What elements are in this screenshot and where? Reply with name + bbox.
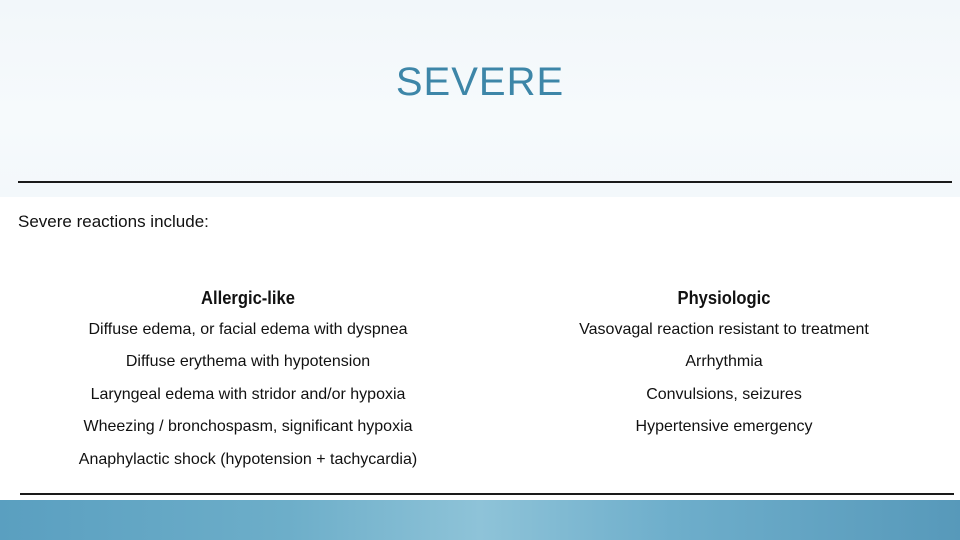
physiologic-column bbox=[524, 286, 924, 449]
list-item: Diffuse edema, or facial edema with dyspnea bbox=[88, 321, 408, 338]
bottom-band bbox=[0, 500, 960, 540]
top-divider bbox=[18, 181, 952, 183]
column-heading: Physiologic bbox=[677, 288, 771, 308]
list-item: Laryngeal edema with stridor and/or hypoxia bbox=[90, 385, 406, 403]
list-item: Vasovagal reaction resistant to treatment bbox=[579, 321, 869, 338]
list-item: Arrhythmia bbox=[685, 353, 763, 371]
intro-text: Severe reactions include: bbox=[18, 212, 209, 231]
list-item: Anaphylactic shock (hypotension + tachycardia) bbox=[78, 450, 418, 468]
list-item: Diffuse erythema with hypotension bbox=[125, 353, 371, 371]
list-item: Convulsions, seizures bbox=[646, 385, 802, 403]
column-heading: Allergic-like bbox=[201, 288, 295, 308]
allergic-like-column bbox=[48, 286, 448, 481]
bottom-divider bbox=[20, 493, 954, 495]
slide-title: SEVERE bbox=[395, 60, 565, 104]
list-item: Wheezing / bronchospasm, significant hypoxia bbox=[83, 418, 413, 436]
list-item: Hypertensive emergency bbox=[635, 418, 813, 436]
